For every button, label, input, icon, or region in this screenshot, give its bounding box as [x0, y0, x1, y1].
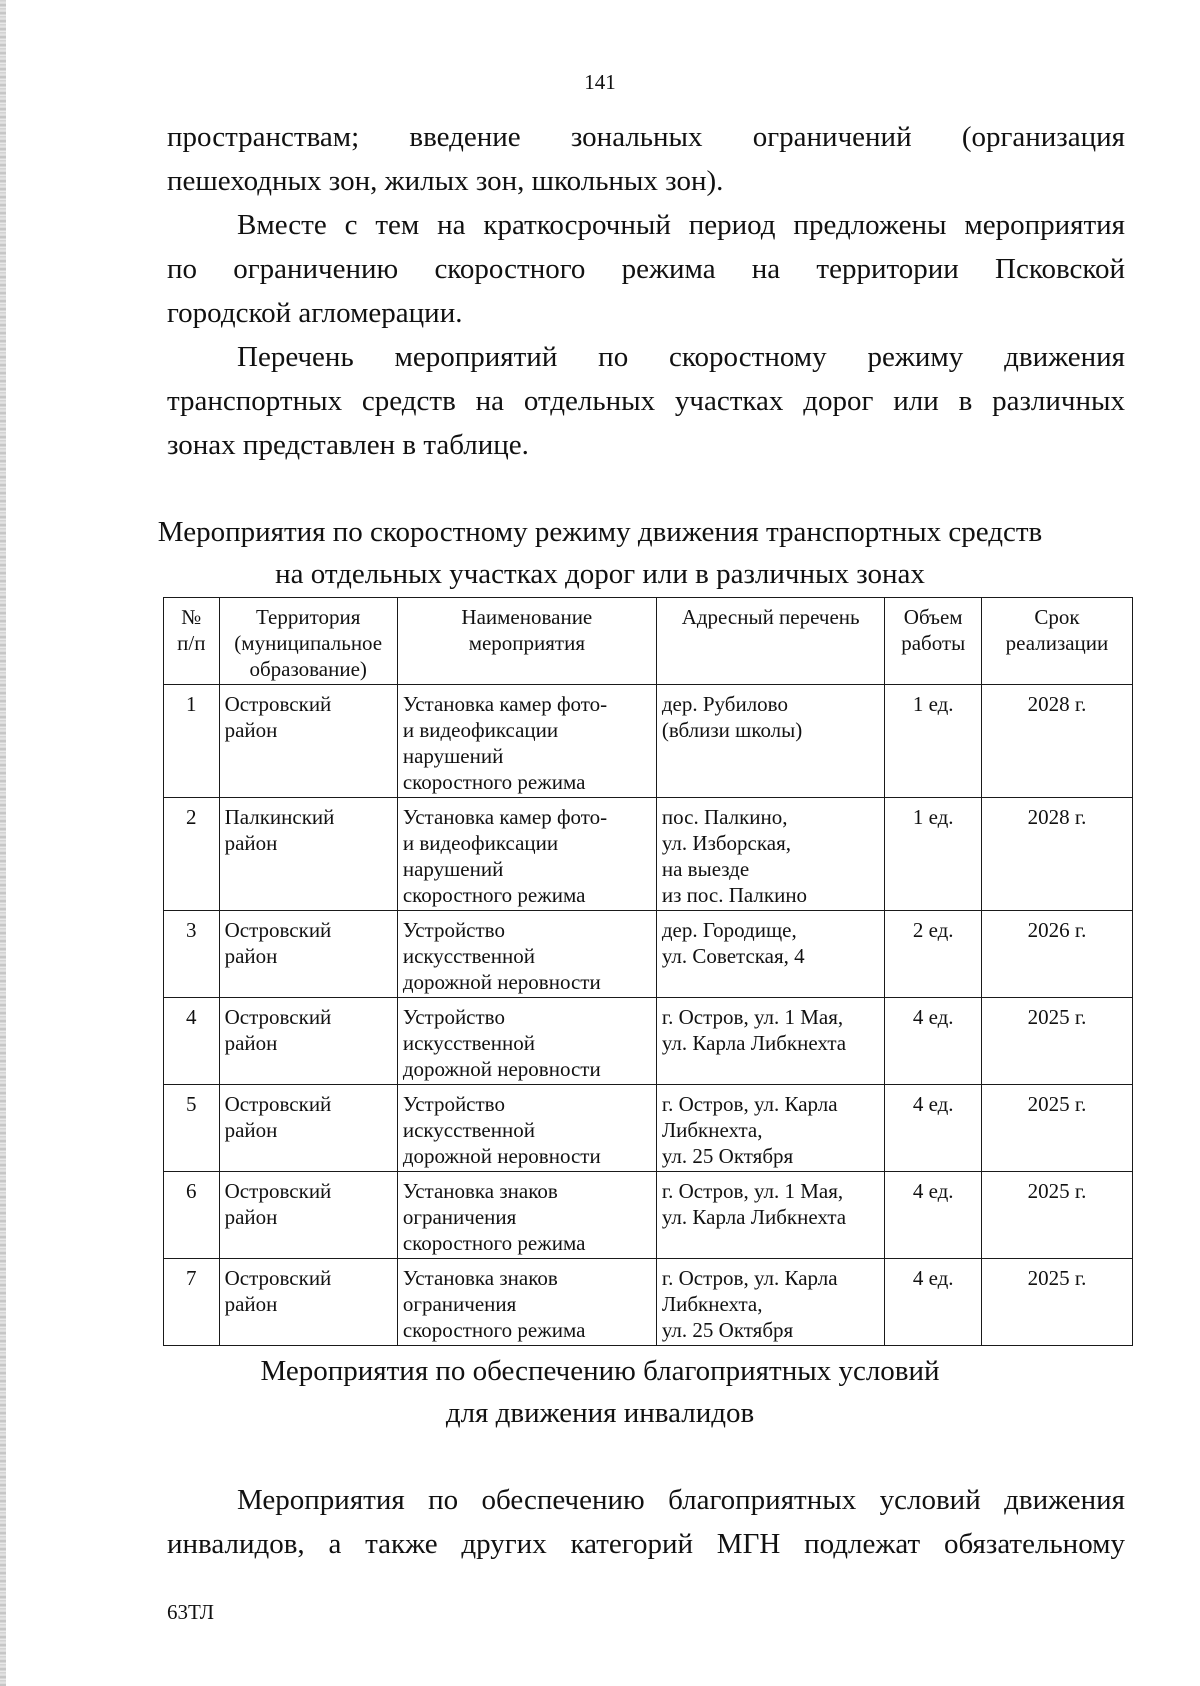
header-volume: Объем работы — [885, 598, 981, 685]
cell-territory: Островский район — [219, 1085, 397, 1172]
text-line: Мероприятия по обеспечению благоприятных условий движения — [237, 1484, 1125, 1516]
table-caption-line: на отдельных участках дорог или в различных зонах — [275, 558, 925, 590]
section-heading-line: для движения инвалидов — [445, 1397, 755, 1429]
cell-name: Установка камер фото- и видеофиксации нарушений скоростного режима — [397, 798, 656, 911]
cell-address: дер. Городище, ул. Советская, 4 — [656, 911, 885, 998]
cell-num: 7 — [164, 1259, 220, 1346]
cell-volume: 2 ед. — [885, 911, 981, 998]
header-deadline: Срок реализации — [981, 598, 1132, 685]
bottom-text — [167, 1478, 1125, 1566]
text-line: транспортных средств на отдельных участках дорог или в различных — [167, 385, 1125, 417]
cell-volume: 4 ед. — [885, 998, 981, 1085]
cell-deadline: 2025 г. — [981, 1259, 1132, 1346]
cell-address: г. Остров, ул. 1 Мая, ул. Карла Либкнехта — [656, 1172, 885, 1259]
cell-num: 2 — [164, 798, 220, 911]
table-row — [164, 798, 1133, 911]
cell-volume: 1 ед. — [885, 685, 981, 798]
cell-territory: Островский район — [219, 1259, 397, 1346]
cell-name: Установка знаков ограничения скоростного режима — [397, 1172, 656, 1259]
cell-territory: Островский район — [219, 911, 397, 998]
cell-territory: Островский район — [219, 685, 397, 798]
header-address: Адресный перечень — [656, 598, 885, 685]
section-heading — [0, 1350, 1200, 1434]
header-territory: Территория (муниципальное образование) — [219, 598, 397, 685]
cell-name: Установка камер фото- и видеофиксации нарушений скоростного режима — [397, 685, 656, 798]
text-line: инвалидов, а также других категорий МГН подлежат обязательному — [167, 1528, 1125, 1560]
measures-table — [163, 597, 1133, 1346]
cell-volume: 4 ед. — [885, 1259, 981, 1346]
cell-address: дер. Рубилово (вблизи школы) — [656, 685, 885, 798]
text-line: пространствам; введение зональных ограничений (организация — [167, 121, 1125, 153]
cell-deadline: 2028 г. — [981, 685, 1132, 798]
text-line: зонах представлен в таблице. — [167, 429, 529, 461]
cell-volume: 1 ед. — [885, 798, 981, 911]
cell-num: 3 — [164, 911, 220, 998]
cell-name: Установка знаков ограничения скоростного режима — [397, 1259, 656, 1346]
cell-deadline: 2025 г. — [981, 998, 1132, 1085]
footer-code: 63ТЛ — [167, 1600, 215, 1624]
cell-address: г. Остров, ул. 1 Мая, ул. Карла Либкнехта — [656, 998, 885, 1085]
cell-territory: Островский район — [219, 1172, 397, 1259]
text-line: Вместе с тем на краткосрочный период предложены мероприятия — [237, 209, 1125, 241]
cell-num: 6 — [164, 1172, 220, 1259]
table-row — [164, 911, 1133, 998]
cell-territory: Палкинский район — [219, 798, 397, 911]
cell-num: 1 — [164, 685, 220, 798]
cell-territory: Островский район — [219, 998, 397, 1085]
cell-name: Устройство искусственной дорожной неровности — [397, 998, 656, 1085]
cell-deadline: 2026 г. — [981, 911, 1132, 998]
section-heading-line: Мероприятия по обеспечению благоприятных условий — [260, 1355, 940, 1387]
cell-name: Устройство искусственной дорожной неровности — [397, 1085, 656, 1172]
table-caption-line: Мероприятия по скоростному режиму движения транспортных средств — [157, 516, 1043, 548]
text-line: по ограничению скоростного режима на территории Псковской — [167, 253, 1125, 285]
text-line: городской агломерации. — [167, 297, 463, 329]
page-number: 141 — [584, 70, 616, 94]
cell-volume: 4 ед. — [885, 1085, 981, 1172]
cell-address: пос. Палкино, ул. Изборская, на выезде из пос. Палкино — [656, 798, 885, 911]
table-caption — [0, 511, 1200, 595]
text-line: Перечень мероприятий по скоростному режиму движения — [237, 341, 1125, 373]
table-row — [164, 998, 1133, 1085]
cell-name: Устройство искусственной дорожной неровности — [397, 911, 656, 998]
cell-deadline: 2025 г. — [981, 1085, 1132, 1172]
cell-deadline: 2025 г. — [981, 1172, 1132, 1259]
cell-deadline: 2028 г. — [981, 798, 1132, 911]
cell-address: г. Остров, ул. Карла Либкнехта, ул. 25 Октября — [656, 1259, 885, 1346]
intro-text — [167, 115, 1125, 467]
cell-num: 4 — [164, 998, 220, 1085]
cell-volume: 4 ед. — [885, 1172, 981, 1259]
table-header-row — [164, 598, 1133, 685]
header-name: Наименование мероприятия — [397, 598, 656, 685]
cell-num: 5 — [164, 1085, 220, 1172]
table-row — [164, 1085, 1133, 1172]
table-row — [164, 1172, 1133, 1259]
text-line: пешеходных зон, жилых зон, школьных зон). — [167, 165, 724, 197]
header-num: № п/п — [164, 598, 220, 685]
cell-address: г. Остров, ул. Карла Либкнехта, ул. 25 Октября — [656, 1085, 885, 1172]
table-row — [164, 1259, 1133, 1346]
table-row — [164, 685, 1133, 798]
